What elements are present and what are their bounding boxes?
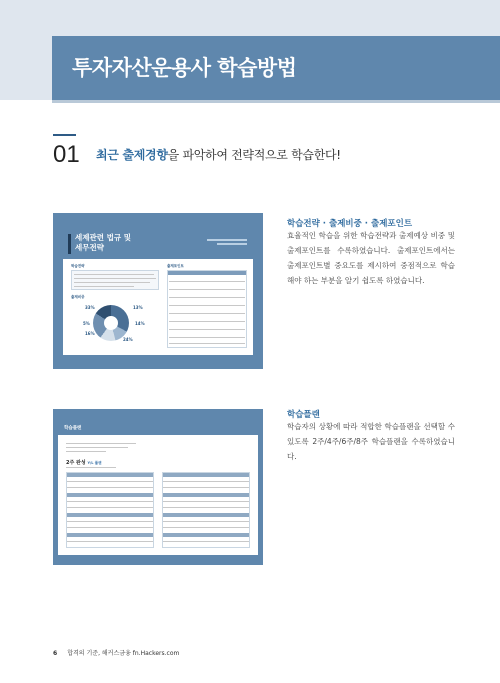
table-line (67, 521, 153, 522)
table-line (163, 521, 249, 522)
table-line (163, 541, 249, 542)
text-line (66, 447, 128, 448)
thumbnail-header-title: 학습플랜 (64, 426, 82, 431)
plan-table-header (67, 513, 153, 517)
plan-title-sub: Y/L 플랜 (87, 461, 102, 465)
table-line (67, 527, 153, 528)
table-line (163, 501, 249, 502)
section-number: 01 (53, 141, 80, 168)
text-line (74, 274, 154, 275)
table-line (163, 487, 249, 488)
plan-table-header (67, 533, 153, 537)
table-line (169, 343, 245, 344)
sample-page-thumbnail-strategy (53, 213, 263, 369)
table-line (169, 321, 245, 322)
block1-title: 학습전략 · 출제비중 · 출제포인트 (287, 219, 413, 229)
table-line (169, 281, 245, 282)
section-heading-rest: 을 파악하여 전략적으로 학습한다! (167, 148, 341, 162)
text-line (66, 443, 136, 444)
pie-percent: 16% (85, 331, 95, 336)
strategy-label: 학습전략 (71, 264, 85, 268)
plan-table-header (163, 493, 249, 497)
thumbnail-title-line1: 세제관련 법규 및 (75, 233, 131, 242)
table-line (169, 337, 245, 338)
pie-percent: 13% (133, 305, 143, 310)
table-line (163, 507, 249, 508)
pie-percent: 5% (83, 321, 90, 326)
text-line (66, 451, 106, 452)
header-meta-line (207, 239, 247, 241)
page-number: 6 (53, 650, 58, 657)
plan-title-main: 2주 완성 (66, 460, 86, 466)
table-line (169, 329, 245, 330)
pie-percent: 14% (135, 321, 145, 326)
text-line (74, 278, 156, 279)
thumbnail-title-line2: 세무전략 (75, 243, 104, 252)
plan-table-header (163, 533, 249, 537)
table-line (169, 305, 245, 306)
sample-page-thumbnail-plan (53, 409, 263, 565)
header-meta-line (217, 243, 247, 245)
plan-table-header (67, 473, 153, 477)
table-line (169, 313, 245, 314)
text-line (74, 286, 134, 287)
block1-body: 효율적인 학습을 위한 학습전략과 출제예상 비중 및 출제포인트를 수록하였습니다. 출제포인트에서는 출제포인트별 중요도를 제시하여 중점적으로 학습해야 하는 부분을 알기 쉽도록 하였습니다. (287, 231, 455, 285)
top-decor-band (0, 0, 500, 36)
thumbnail-paper (63, 229, 253, 355)
left-decor-band (0, 36, 52, 100)
page-footer (53, 648, 179, 657)
plan-title (66, 459, 102, 466)
block2-title: 학습플랜 (287, 410, 320, 420)
text-line (74, 282, 150, 283)
table-line (67, 487, 153, 488)
thumbnail-paper (58, 423, 258, 555)
table-line (169, 297, 245, 298)
section-heading (96, 146, 341, 163)
points-label: 출제포인트 (167, 264, 184, 268)
points-table-header (168, 271, 246, 275)
table-line (169, 289, 245, 290)
plan-table-header (67, 493, 153, 497)
table-line (67, 507, 153, 508)
table-line (67, 481, 153, 482)
plan-table-header (163, 473, 249, 477)
block2-body: 학습자의 상황에 따라 적합한 학습플랜을 선택할 수 있도록 2주/4주/6주/8주 학습플랜을 수록하였습니다. (287, 422, 455, 461)
strategy-text-box (71, 270, 159, 290)
title-bar-shadow (52, 100, 500, 103)
table-line (163, 481, 249, 482)
text-line (66, 467, 116, 468)
pie-percent: 33% (85, 305, 95, 310)
thumbnail-header (58, 423, 258, 435)
table-line (67, 541, 153, 542)
footer-text: 합격의 기준, 해커스금융 fn.Hackers.com (67, 650, 180, 657)
table-line (163, 527, 249, 528)
section-rule (53, 134, 76, 136)
chapter-marker (68, 234, 71, 254)
thumbnail-header (63, 229, 253, 259)
weight-pie-chart (93, 305, 129, 341)
plan-table-header (163, 513, 249, 517)
weight-label: 출제비중 (71, 295, 85, 299)
section-heading-highlight: 최근 출제경향 (96, 148, 168, 162)
page-title: 투자자산운용사 학습방법 (72, 56, 297, 80)
table-line (67, 501, 153, 502)
pie-percent: 24% (123, 337, 133, 342)
